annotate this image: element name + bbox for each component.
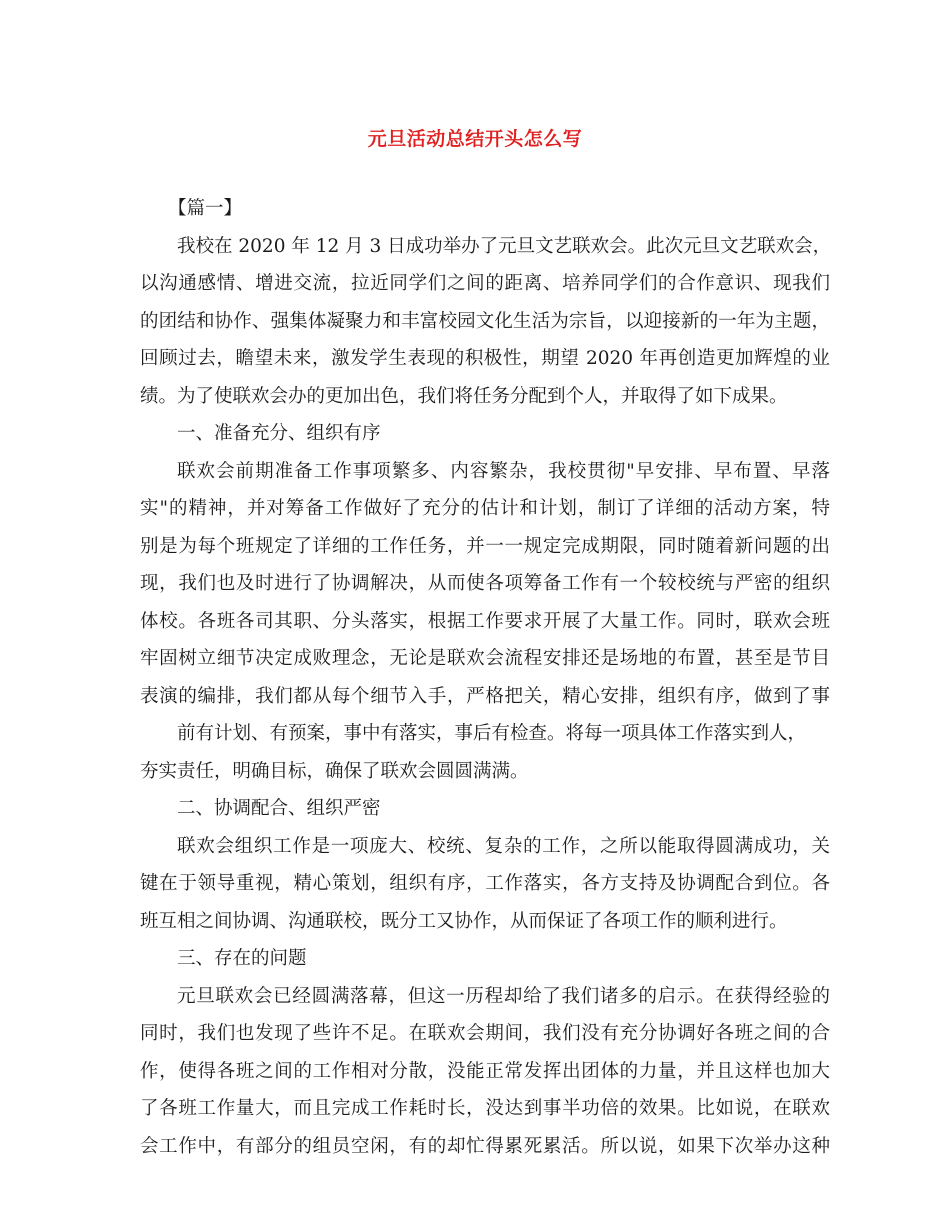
paragraph-line: 的团结和协作、强集体凝聚力和丰富校园文化生活为宗旨，以迎接新的一年为主题，: [140, 310, 830, 332]
paragraph-line: 以沟通感情、增进交流，拉近同学们之间的距离、培养同学们的合作意识、现我们: [140, 273, 830, 294]
paragraph-line: 联欢会前期准备工作事项繁多、内容繁杂，我校贯彻"早安排、早布置、早落: [177, 460, 830, 482]
section-heading: 三、存在的问题: [177, 948, 307, 969]
paragraph-line: 表演的编排，我们都从每个细节入手，严格把关，精心安排，组织有序，做到了事: [140, 685, 830, 707]
paragraph-line: 夯实责任，明确目标，确保了联欢会圆圆满满。: [140, 760, 529, 782]
section-marker: 【篇一】: [168, 198, 243, 219]
paragraph-line: 了各班工作量大，而且完成工作耗时长，没达到事半功倍的效果。比如说，在联欢: [140, 1098, 830, 1119]
section-heading: 一、准备充分、组织有序: [177, 423, 381, 444]
section-heading: 二、协调配合、组织严密: [177, 798, 381, 819]
document-body: [140, 190, 830, 1165]
paragraph-line: 实"的精神，并对筹备工作做好了充分的估计和计划，制订了详细的活动方案，特: [140, 498, 830, 519]
paragraph-line: 体校。各班各司其职、分头落实，根据工作要求开展了大量工作。同时，联欢会班: [140, 610, 830, 632]
paragraph-line: 键在于领导重视，精心策划，组织有序，工作落实，各方支持及协调配合到位。各: [140, 873, 830, 894]
paragraph-line: 前有计划、有预案，事中有落实，事后有检查。将每一项具体工作落实到人，: [177, 723, 807, 744]
paragraph-line: 元旦联欢会已经圆满落幕，但这一历程却给了我们诸多的启示。在获得经验的: [177, 985, 830, 1007]
paragraph-line: 别是为每个班规定了详细的工作任务，并一一规定完成期限，同时随着新问题的出: [140, 535, 830, 557]
paragraph-line: 班互相之间协调、沟通联校，既分工又协作，从而保证了各项工作的顺利进行。: [140, 910, 788, 932]
paragraph-line: 回顾过去，瞻望未来，激发学生表现的积极性，期望 2020 年再创造更加辉煌的业: [140, 348, 830, 369]
paragraph-line: 会工作中，有部分的组员空闲，有的却忙得累死累活。所以说，如果下次举办这种: [140, 1135, 830, 1157]
paragraph-line: 联欢会组织工作是一项庞大、校统、复杂的工作，之所以能取得圆满成功，关: [177, 835, 830, 857]
paragraph-line: 牢固树立细节决定成败理念，无论是联欢会流程安排还是场地的布置，甚至是节目: [140, 648, 830, 669]
document-title: 元旦活动总结开头怎么写: [367, 128, 583, 150]
paragraph-line: 我校在 2020 年 12 月 3 日成功举办了元旦文艺联欢会。此次元旦文艺联欢会，: [177, 235, 832, 257]
paragraph-line: 现，我们也及时进行了协调解决，从而使各项筹备工作有一个较校统与严密的组织: [140, 573, 830, 594]
paragraph-line: 作，使得各班之间的工作相对分散，没能正常发挥出团体的力量，并且这样也加大: [140, 1060, 830, 1082]
paragraph-line: 绩。为了使联欢会办的更加出色，我们将任务分配到个人，并取得了如下成果。: [140, 385, 788, 407]
paragraph-line: 同时，我们也发现了些许不足。在联欢会期间，我们没有充分协调好各班之间的合: [140, 1023, 830, 1044]
